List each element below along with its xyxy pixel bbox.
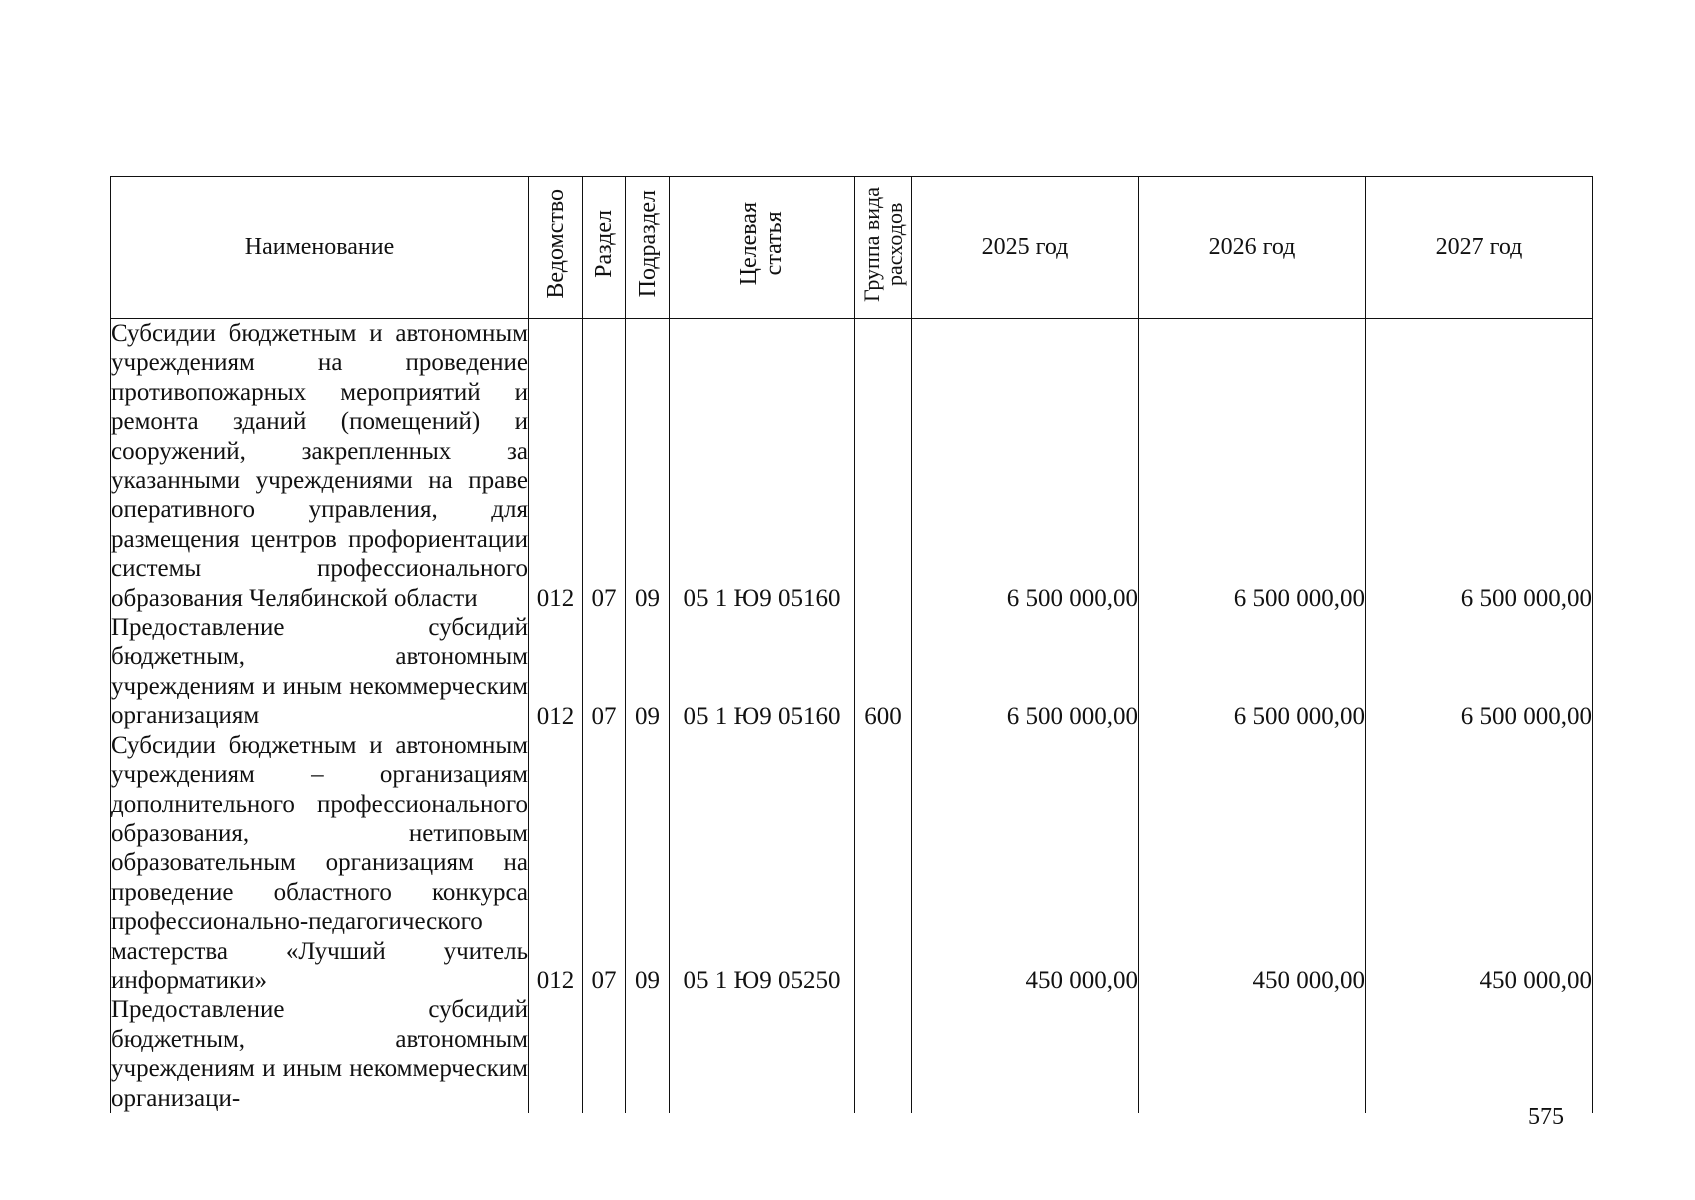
- row-subsection: 09: [626, 731, 670, 996]
- header-2025: 2025 год: [912, 177, 1139, 319]
- row-subsection: 09: [626, 319, 670, 614]
- row-expense-group: [855, 319, 912, 614]
- budget-table: [110, 176, 1593, 1113]
- row-2027: 450 000,00: [1366, 731, 1593, 996]
- header-expense-group: Группа вида расходов: [855, 177, 912, 319]
- header-target: Целевая статья: [670, 177, 855, 319]
- row-2027: 6 500 000,00: [1366, 613, 1593, 731]
- table-row: [111, 613, 1593, 731]
- header-dept: Ведомство: [529, 177, 583, 319]
- row-subsection: 09: [626, 613, 670, 731]
- table-row: [111, 319, 1593, 614]
- row-expense-group: [855, 731, 912, 996]
- row-2025: 6 500 000,00: [912, 319, 1139, 614]
- row-name: Субсидии бюджетным и автономным учреждениям – организациям дополнительного профессионального образования, нетиповым образовательным организациям на проведение областного конкурса профессионально-педагогического мастерства «Лучший учитель информатики»: [111, 731, 528, 994]
- row-target: 05 1 Ю9 05160: [670, 319, 855, 614]
- row-name: Предоставление субсидий бюджетным, автономным учреждениям и иным некоммерческим организаци-: [111, 996, 528, 1112]
- table-row: [111, 731, 1593, 996]
- row-2026: 450 000,00: [1139, 731, 1366, 996]
- row-dept: 012: [529, 731, 583, 996]
- row-dept: [529, 995, 583, 1113]
- row-2025: [912, 995, 1139, 1113]
- row-dept: 012: [529, 319, 583, 614]
- row-expense-group: [855, 995, 912, 1113]
- row-section: [583, 995, 626, 1113]
- header-2026: 2026 год: [1139, 177, 1366, 319]
- row-name: Предоставление субсидий бюджетным, автономным учреждениям и иным некоммерческим организациям: [111, 614, 528, 730]
- row-expense-group: 600: [855, 613, 912, 731]
- row-subsection: [626, 995, 670, 1113]
- page-number: 575: [1528, 1104, 1564, 1130]
- row-section: 07: [583, 319, 626, 614]
- row-2026: 6 500 000,00: [1139, 613, 1366, 731]
- row-2027: [1366, 995, 1593, 1113]
- row-2026: 6 500 000,00: [1139, 319, 1366, 614]
- table-row: [111, 995, 1593, 1113]
- header-row: [111, 177, 1593, 319]
- row-section: 07: [583, 731, 626, 996]
- header-2027: 2027 год: [1366, 177, 1593, 319]
- row-2027: 6 500 000,00: [1366, 319, 1593, 614]
- row-section: 07: [583, 613, 626, 731]
- header-subsection: Подраздел: [626, 177, 670, 319]
- row-2025: 450 000,00: [912, 731, 1139, 996]
- row-target: 05 1 Ю9 05160: [670, 613, 855, 731]
- row-name: Субсидии бюджетным и автономным учреждениям на проведение противопожарных мероприятий и ремонта зданий (помещений) и сооружений, закрепленных за указанными учреждениями на праве оперативного управления, для размещения центров профориентации системы профессионального образования Челябинской области: [111, 320, 528, 612]
- row-2025: 6 500 000,00: [912, 613, 1139, 731]
- header-section: Раздел: [583, 177, 626, 319]
- row-2026: [1139, 995, 1366, 1113]
- row-target: 05 1 Ю9 05250: [670, 731, 855, 996]
- header-name: Наименование: [111, 177, 529, 319]
- row-target: [670, 995, 855, 1113]
- row-dept: 012: [529, 613, 583, 731]
